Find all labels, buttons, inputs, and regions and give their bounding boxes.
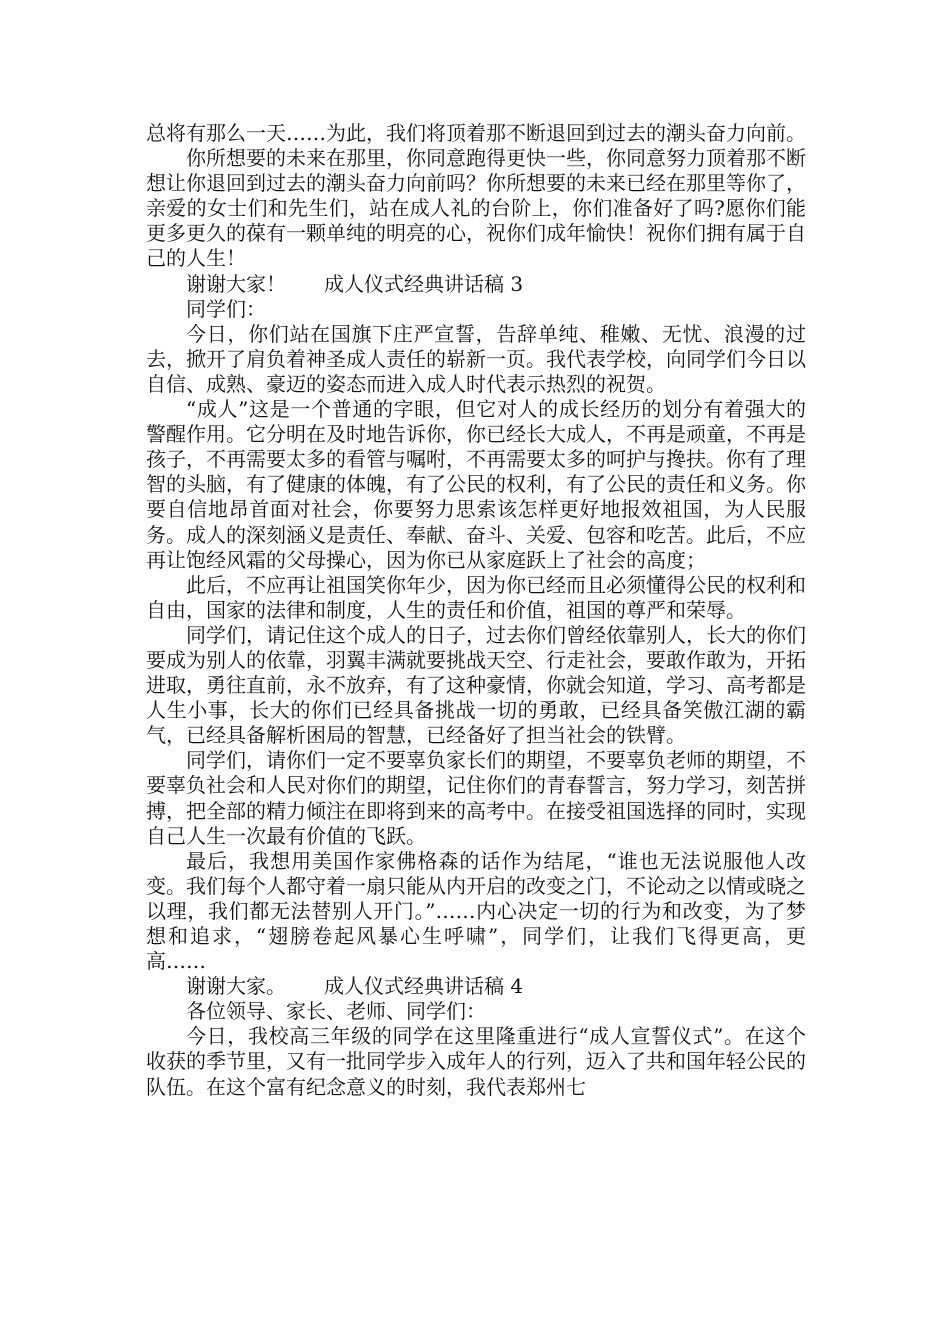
- paragraph: 同学们，请你们一定不要辜负家长们的期望，不要辜负老师的期望，不要辜负社会和人民对你们的期望，记住你们的青春誓言，努力学习，刻苦拼搏，把全部的精力倾注在即将到来的高考中。在接受祖国选择的同时，实现自己人生一次最有价值的飞跃。: [146, 748, 806, 848]
- closing-line: 谢谢大家。: [186, 974, 286, 999]
- salutation: 同学们：: [186, 296, 266, 321]
- closing-and-heading-4: [146, 974, 806, 999]
- closing-line: 谢谢大家！: [186, 271, 286, 296]
- salutation: 各位领导、家长、老师、同学们：: [186, 999, 486, 1024]
- section-heading: 成人仪式经典讲话稿 3: [324, 271, 524, 296]
- paragraph: 最后，我想用美国作家佛格森的话作为结尾，“谁也无法说服他人改变。我们每个人都守着一扇只能从内开启的改变之门，不论动之以情或晓之以理，我们都无法替别人开门。”……内心决定一切的行为和改变，为了梦想和追求，“翅膀卷起风暴心生呼啸”，同学们，让我们飞得更高，更高……: [146, 848, 806, 974]
- paragraph: 此后，不应再让祖国笑你年少，因为你已经而且必须懂得公民的权利和自由，国家的法律和制度，人生的责任和价值，祖国的尊严和荣辱。: [146, 572, 806, 622]
- section-heading: 成人仪式经典讲话稿 4: [324, 974, 524, 999]
- paragraph: 你所想要的未来在那里，你同意跑得更快一些，你同意努力顶着那不断想让你退回到过去的潮头奋力向前吗？你所想要的未来已经在那里等你了，亲爱的女士们和先生们，站在成人礼的台阶上，你们准备好了吗?愿你们能更多更久的葆有一颗单纯的明亮的心，祝你们成年愉快！祝你们拥有属于自己的人生！: [146, 146, 806, 271]
- paragraph: 同学们，请记住这个成人的日子，过去你们曾经依靠别人，长大的你们要成为别人的依靠，羽翼丰满就要挑战天空、行走社会，要敢作敢为，开拓进取，勇往直前，永不放弃，有了这种豪情，你就会知道，学习、高考都是人生小事，长大的你们已经具备挑战一切的勇敢，已经具备笑傲江湖的霸气，已经具备解析困局的智慧，已经备好了担当社会的铁臂。: [146, 622, 806, 748]
- document-body: [146, 121, 806, 1100]
- closing-and-heading-3: [146, 272, 806, 297]
- paragraph: 总将有那么一天……为此，我们将顶着那不断退回到过去的潮头奋力向前。: [146, 121, 806, 145]
- paragraph: “成人”这是一个普通的字眼，但它对人的成长经历的划分有着强大的警醒作用。它分明在及时地告诉你，你已经长大成人，不再是顽童，不再是孩子，不再需要太多的看管与嘱咐，不再需要太多的呵护与搀扶。你有了理智的头脑，有了健康的体魄，有了公民的权利，有了公民的责任和义务。你要自信地昂首面对社会，你要努力思索该怎样更好地报效祖国，为人民服务。成人的深刻涵义是责任、奉献、奋斗、关爱、包容和吃苦。此后，不应再让饱经风霜的父母操心，因为你已从家庭跃上了社会的高度；: [146, 397, 806, 572]
- paragraph: 今日，我校高三年级的同学在这里隆重进行“成人宣誓仪式”。在这个收获的季节里，又有一批同学步入成年人的行列，迈入了共和国年轻公民的队伍。在这个富有纪念意义的时刻，我代表郑州七: [146, 1024, 806, 1099]
- paragraph: 今日，你们站在国旗下庄严宣誓，告辞单纯、稚嫩、无忧、浪漫的过去，掀开了肩负着神圣成人责任的崭新一页。我代表学校，向同学们今日以自信、成熟、豪迈的姿态而进入成人时代表示热烈的祝贺。: [146, 321, 806, 396]
